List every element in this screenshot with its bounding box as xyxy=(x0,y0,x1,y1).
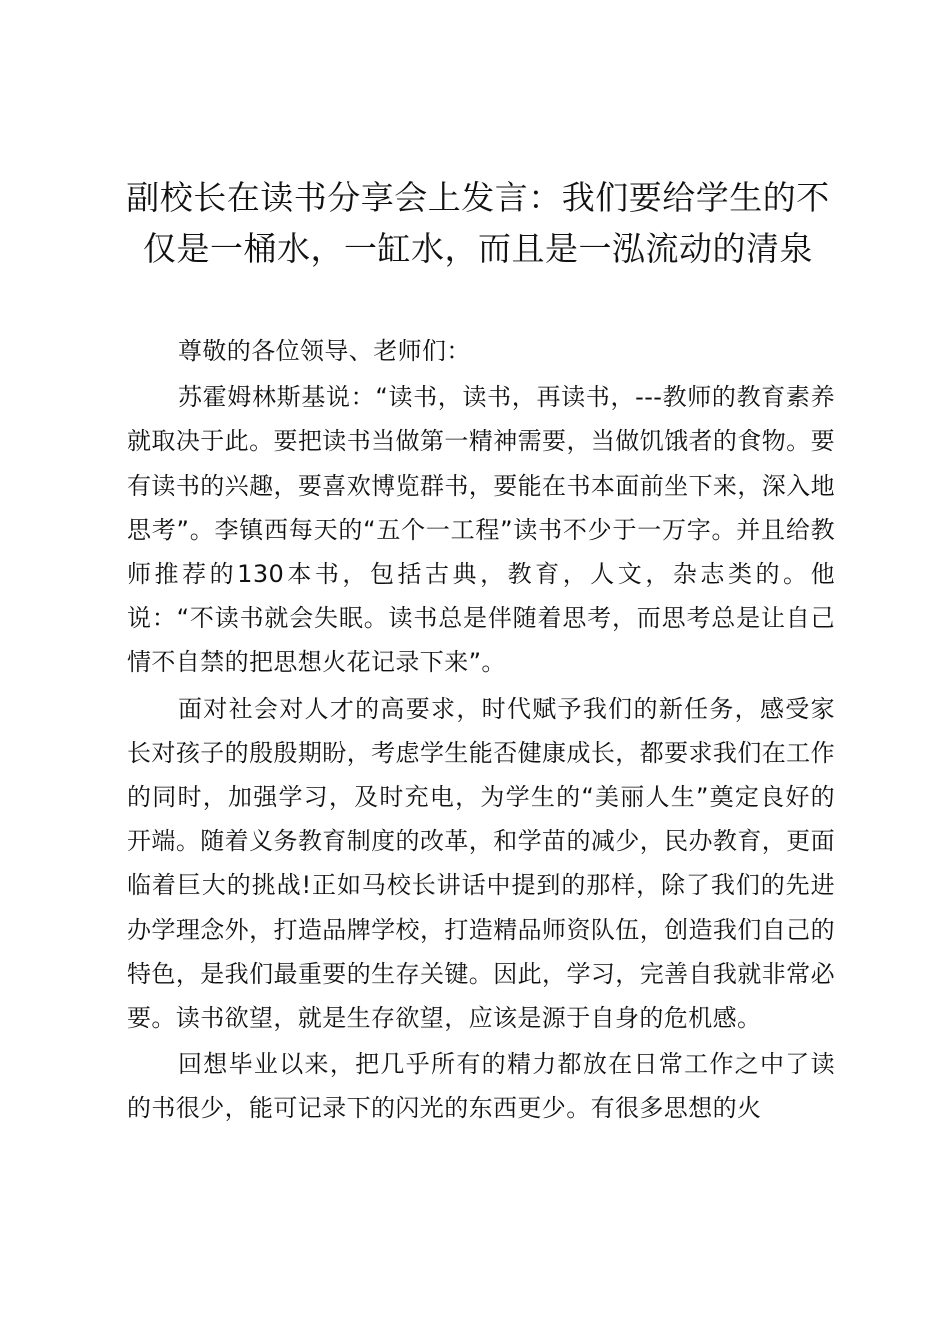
body-paragraph: 面对社会对人才的高要求，时代赋予我们的新任务，感受家长对孩子的殷殷期盼，考虑学生能否健康成长，都要求我们在工作的同时，加强学习，及时充电，为学生的“美丽人生”奠定良好的开端。随着义务教育制度的改革，和学苗的减少，民办教育，更面临着巨大的挑战!正如马校长讲话中提到的那样，除了我们的先进办学理念外，打造品牌学校，打造精品师资队伍，创造我们自己的特色，是我们最重要的生存关键。因此，学习，完善自我就非常必要。读书欲望，就是生存欲望，应该是源于自身的危机感。 xyxy=(127,694,835,1033)
document-title: 副校长在读书分享会上发言：我们要给学生的不仅是一桶水，一缸水，而且是一泓流动的清泉 xyxy=(126,178,830,268)
document-body xyxy=(127,329,835,1131)
salutation-paragraph: 尊敬的各位领导、老师们： xyxy=(178,337,471,365)
body-paragraph: 苏霍姆林斯基说：“读书，读书，再读书，---教师的教育素养就取决于此。要把读书当做第一精神需要，当做饥饿者的食物。要有读书的兴趣，要喜欢博览群书，要能在书本面前坐下来，深入地思考”。李镇西每天的“五个一工程”读书不少于一万字。并且给教师推荐的130本书，包括古典，教育，人文，杂志类的。他说：“不读书就会失眠。读书总是伴随着思考，而思考总是让自己情不自禁的把思想火花记录下来”。 xyxy=(127,383,835,677)
body-paragraph: 回想毕业以来，把几乎所有的精力都放在日常工作之中了读的书很少，能可记录下的闪光的东西更少。有很多思想的火 xyxy=(127,1050,835,1123)
